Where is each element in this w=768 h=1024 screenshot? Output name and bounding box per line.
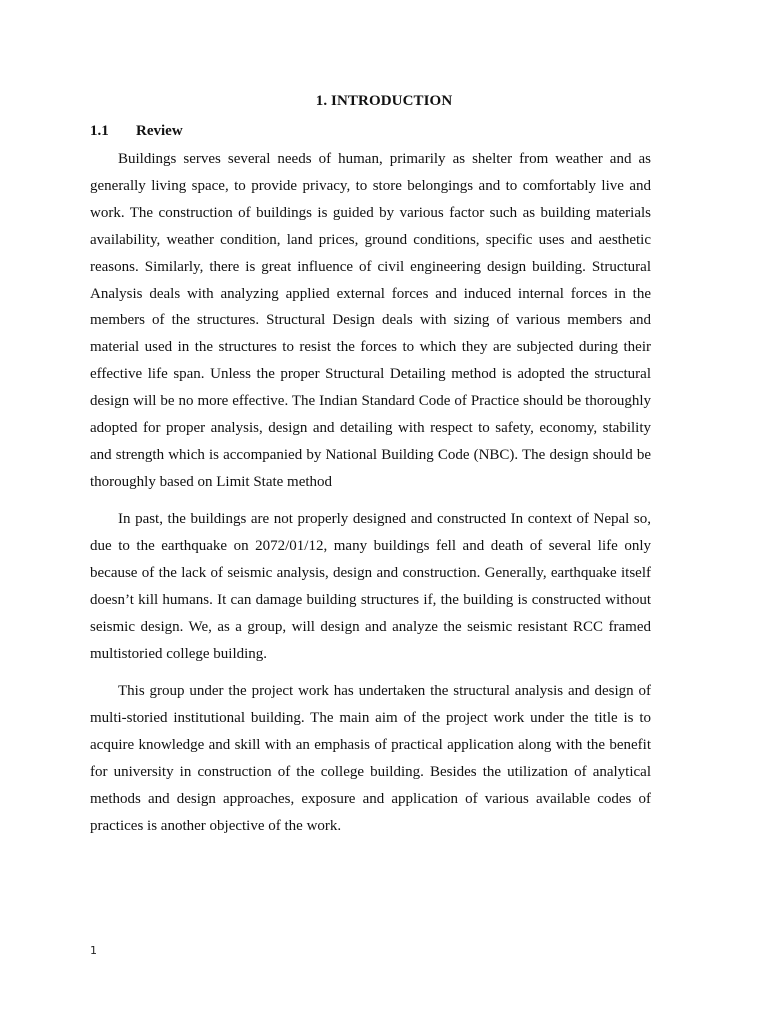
paragraph-3: This group under the project work has undertaken the structural analysis and design of multi-storied institutional building. The main aim of the project work under the title is to acquire knowledge and skill with an emphasis of practical application along with the benefit for university in construction of the college building. Besides the utilization of analytical methods and design approaches, exposure and application of various available codes of practices is another objective of the work. — [90, 683, 651, 834]
paragraph-1: Buildings serves several needs of human, primarily as shelter from weather and as generally living space, to provide privacy, to store belongings and to comfortably live and work. The construction of buildings is guided by various factor such as building materials availability, weather condition, land prices, ground conditions, specific uses and aesthetic reasons. Similarly, there is great influence of civil engineering design building. Structural Analysis deals with analyzing applied external forces and induced internal forces in the members of the structures. Structural Design deals with sizing of various members and material used in the structures to resist the forces to which they are subjected during their effective life span. Unless the proper Structural Detailing method is adopted the structural design will be no more effective. The Indian Standard Code of Practice should be thoroughly adopted for proper analysis, design and detailing with respect to safety, economy, stability and strength which is accompanied by National Building Code (NBC). The design should be thoroughly based on Limit State method — [90, 151, 651, 490]
page-number: 1 — [90, 944, 97, 957]
chapter-title: 1. INTRODUCTION — [315, 93, 453, 109]
paragraph-2: In past, the buildings are not properly designed and constructed In context of Nepal so, due to the earthquake on 2072/01/12, many buildings fell and death of several life only because of the lack of seismic analysis, design and construction. Generally, earthquake itself doesn’t kill humans. It can damage building structures if, the building is constructed without seismic design. We, as a group, will design and analyze the seismic resistant RCC framed multistoried college building. — [90, 511, 651, 662]
section-heading — [90, 120, 183, 142]
section-number: 1.1 — [90, 123, 109, 139]
section-title: Review — [136, 123, 183, 139]
